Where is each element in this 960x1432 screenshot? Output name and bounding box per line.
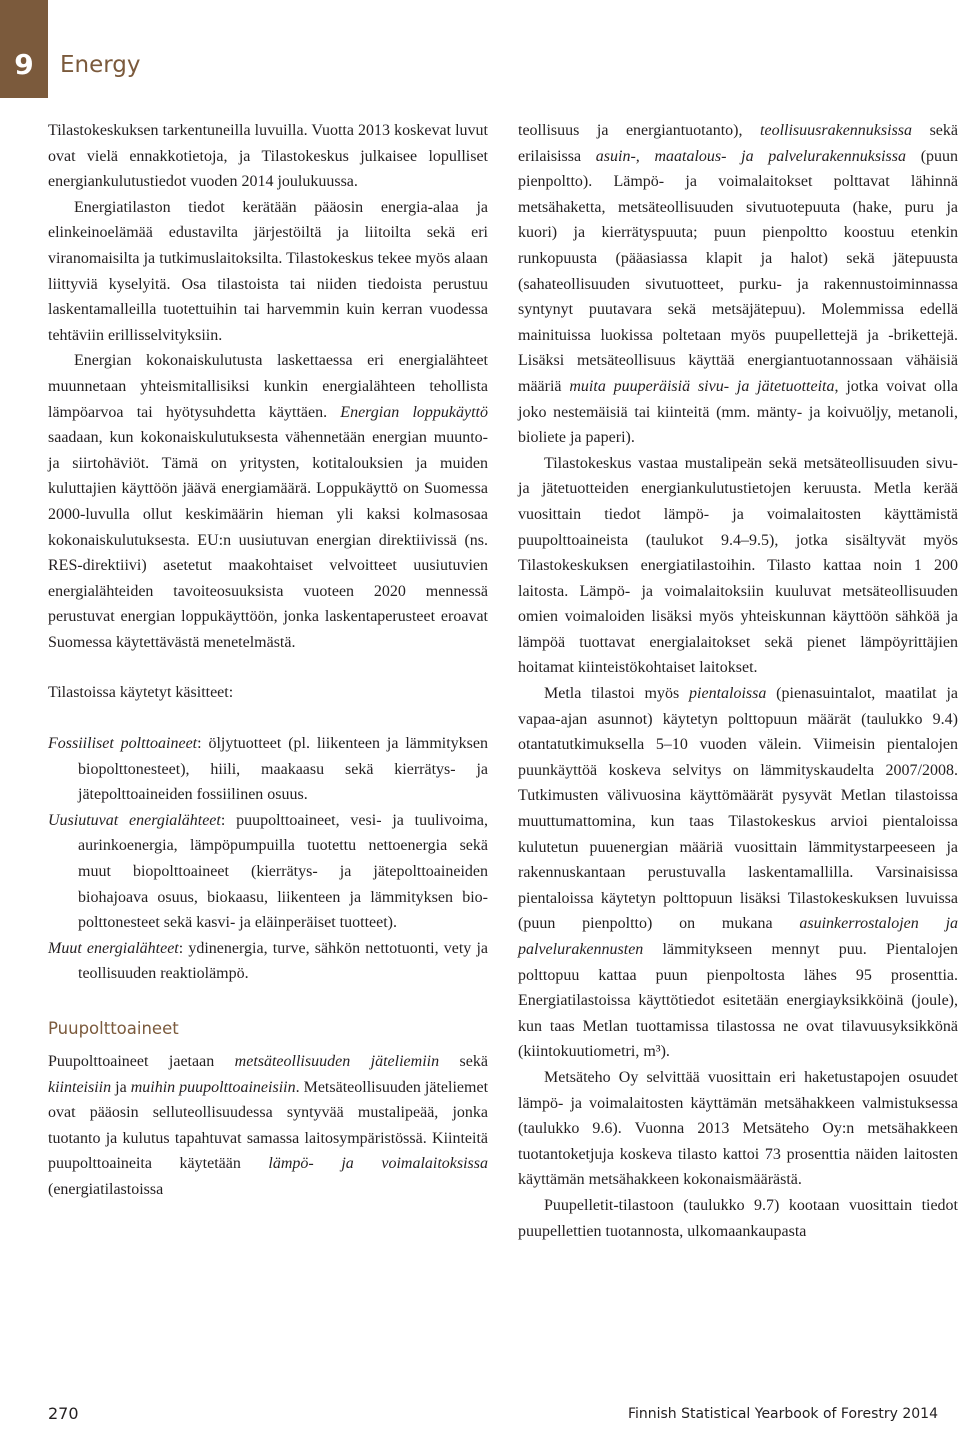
right-paragraph-4: Metsäteho Oy selvittää vuosittain eri haketustapojen osuudet lämpö- ja voimalaitosten käyttämän metsähakkeen valmistuksessa (taulukko 9.6). Vuonna 2013 Metsäteho Oy:n metsähakkeen tuotantoketjuja koskeva tilasto kattoi 73 prosenttia näiden laitosten käyttämän metsähakkeen kokonaismäärästä. <box>518 1068 958 1189</box>
concepts-intro: Tilastoissa käytetyt käsitteet: <box>48 684 234 702</box>
publication-title: Finnish Statistical Yearbook of Forestry 2014 <box>627 1406 938 1422</box>
right-paragraph-2: Tilastokeskus vastaa mustalipeän sekä metsäteollisuuden sivu- ja jätetuotteiden energiankulutustietojen keruusta. Metla kerää vuosittain tiedot lämpö- ja voimalaitosten käyttämistä puupolttoaineista (taulukot 9.4–9.5), jotka sisältyvät myös Tilastokeskuksen energiatilastoihin. Tilasto kattaa noin 1 200 laitosta. Lämpö- ja voimalaitoksiin kuuluvat metsäteollisuuden omien voimaloiden lisäksi myös yhteiskunnan käyttöön sähköä ja lämpöä tuottavat energialaitokset sekä pienet lämpöyrittäjien hoitamat kiinteistökohtaiset laitokset. <box>518 454 958 677</box>
section-heading-wood-fuels: Puupolttoaineet <box>48 1019 179 1038</box>
left-paragraph-3: Energian kokonaiskulutusta laskettaessa eri energialähteet muunnetaan yhteismitallisiksi kunkin energialähteen tehollista lämpöarvoa tai hyötysuhdetta käyttäen. Energian loppukäyttö saadaan, kun kokonaiskulutuksesta vähennetään energian muunto- ja siirtohäviöt. Tämä on yritysten, kotitalouksien ja muiden kuluttajien käyttöön jäävä energiamäärä. Loppukäyttö on Suomessa 2000-luvulla ollut keskimäärin hieman yli kaksi kolmasosaa kokonaiskulutuksesta. EU:n uusiutuvan energian direktiivissä (ns. RES-direktiivi) asetetut maakohtaiset velvoitteet uusiutuvien energialähteiden tavoiteosuuksista vuoteen 2020 mennessä perustuvat energian loppukäyttöön, jonka laskentaperusteet eroavat Suomessa käytettävästä menetelmästä. <box>48 352 488 651</box>
definition-other-sources: Muut energialähteet: ydinenergia, turve, sähkön nettotuonti, vety ja teollisuuden reaktiolämpö. <box>48 939 488 983</box>
page-number: 270 <box>48 1404 79 1423</box>
left-paragraph-4: Puupolttoaineet jaetaan metsäteollisuuden jäteliemiin sekä kiinteisiin ja muihin puupolttoaineisiin. Metsäteollisuuden jäteliemet ovat pääosin selluteollisuudessa syntyvää mustalipeää, jonka tuotanto ja kulutus tapahtuvat samassa laitosympäristössä. Kiinteitä puupolttoaineita käytetään lämpö- ja voimalaitoksissa (energiatilastoissa <box>48 1053 489 1198</box>
definition-renewables: Uusiutuvat energialähteet: puupolttoaineet, vesi- ja tuulivoima, aurinkoenergia, lämpöpumpuilla tuotettu nettoenergia sekä muut biopolttoaineet (kierrätys- ja jätepolttoaineiden biohajoava osuus, biokaasu, liikenteen ja lämmityksen biopolttonesteet sekä kasvi- ja eläinperäiset tuotteet). <box>48 811 488 932</box>
chapter-title: Energy <box>60 52 141 78</box>
chapter-number-tab <box>0 0 48 98</box>
chapter-number: 9 <box>14 48 34 81</box>
left-paragraph-1: Tilastokeskuksen tarkentuneilla luvuilla. Vuotta 2013 koskevat luvut ovat vielä ennakkotietoja, ja Tilastokeskus julkaisee lopulliset energiankulutustiedot vuoden 2014 joulukuussa. <box>48 122 488 191</box>
right-paragraph-5: Puupelletit-tilastoon (taulukko 9.7) kootaan vuosittain tiedot puupellettien tuotannosta, ulkomaankaupasta <box>518 1196 958 1240</box>
right-paragraph-3: Metla tilastoi myös pientaloissa (pienasuintalot, maatilat ja vapaa-ajan asunnot) käytetyn polttopuun määrät (taulukko 9.4) otantatutkimuksella 5–10 vuoden välein. Viimeisin pientalojen puunkäyttöä koskeva selvitys on lämmityskaudelta 2007/2008. Tutkimusten välivuosina käyttömäärät pysyvät Metlan tilastoissa muuttumattomina, kun taas Tilastokeskus arvioi pientaloissa kulutetun puuenergian määriä vuosittain lämmitystarpeeseen ja rakennuskantaan perustuvalla laskentamallilla. Varsinaisissa pientaloissa käytetyn polttopuun lisäksi Tilastokeskuksen luvuissa (puun pienpoltto) on mukana asuinkerrostalojen ja palvelurakennusten lämmitykseen mennyt puu. Pientalojen polttopuu kattaa puun pienpoltosta lähes 95 prosenttia. Energiatilastoissa käyttötiedot esitetään energiayksikköinä (joule), kun taas Metlan tuottamissa tilastossa ne ovat tilavuusyksikkönä (kiintokuutiometri, m³). <box>518 685 959 1061</box>
right-column <box>518 118 958 1244</box>
right-paragraph-1: teollisuus ja energiantuotanto), teollisuusrakennuksissa sekä erilaisissa asuin-, maatalous- ja palvelurakennuksissa (puun pienpoltto). Lämpö- ja voimalaitokset polttavat lähinnä metsähaketta, metsäteollisuuden sivutuotepuuta (hake, puru ja kuori) ja kierrätyspuuta; puun pienpoltto koostuu etenkin runkopuusta (pääasiassa klapit ja halot) sekä jätepuusta (sahateollisuuden sivutuotteet, purku- ja rakennustoiminnassa syntynyt puutavara sekä metsäjätepuu). Molemmissa edellä mainituissa luokissa poltetaan myös puupellettejä ja -brikettejä. Lisäksi metsäteollisuus käyttää energiantuotannossaan vähäisiä määriä muita puuperäisiä sivu- ja jätetuotteita, jotka voivat olla joko nestemäisiä tai kiinteitä (mm. mänty- ja koivuöljy, metanoli, bioliete ja paperi). <box>518 122 959 447</box>
left-column <box>48 118 488 1203</box>
definition-fossil-fuels: Fossiiliset polttoaineet: öljytuotteet (pl. liikenteen ja lämmityksen biopolttonesteet), hiili, maakaasu sekä kierrätys- ja jätepolttoaineiden fossiilinen osuus. <box>48 735 488 804</box>
left-paragraph-2: Energiatilaston tiedot kerätään pääosin energia-alaa ja elinkeinoelämää edustavilta järjestöiltä ja liitoilta sekä eri viranomaisilta ja tutkimuslaitoksilta. Tilastokeskus tekee myös alaan liittyviä kyselyitä. Osa tilastoista tai niiden tiedoista perustuu laskentamalleilla tuotettuihin tai harvemmin kuin kerran vuodessa tehtäviin erillisselvityksiin. <box>48 198 488 344</box>
